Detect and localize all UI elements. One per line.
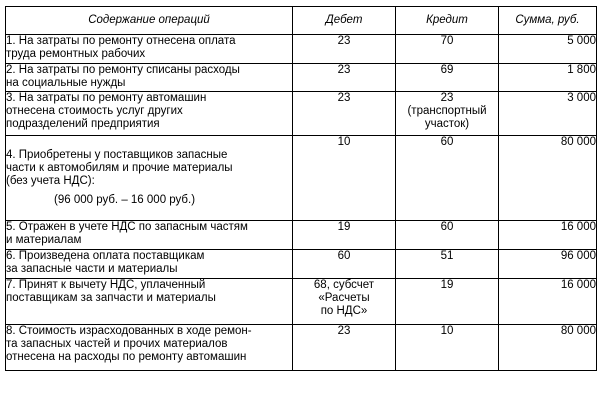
table-row	[6, 92, 597, 136]
table-row	[6, 221, 597, 250]
amount-cell: 16 000	[499, 279, 597, 325]
amount-cell: 5 000	[499, 35, 597, 64]
table-row	[6, 64, 597, 92]
credit-cell: 69	[396, 64, 499, 92]
debit-cell: 68, субсчет «Расчеты по НДС»	[293, 279, 396, 325]
debit-cell: 23	[293, 64, 396, 92]
operation-cell: 6. Произведена оплата поставщикам за запасные части и материалы	[6, 250, 293, 279]
credit-cell: 19	[396, 279, 499, 325]
amount-cell: 80 000	[499, 136, 597, 221]
operation-cell	[6, 136, 293, 221]
amount-cell: 96 000	[499, 250, 597, 279]
table-row	[6, 136, 597, 221]
operation-text: 4. Приобретены у поставщиков запасные части к автомобилям и прочие материалы (без учета НДС):	[6, 149, 233, 187]
header-operation: Содержание операций	[6, 7, 293, 35]
debit-cell: 19	[293, 221, 396, 250]
operation-cell: 1. На затраты по ремонту отнесена оплата труда ремонтных рабочих	[6, 35, 293, 64]
amount-cell: 3 000	[499, 92, 597, 136]
header-credit: Кредит	[396, 7, 499, 35]
debit-cell: 23	[293, 325, 396, 371]
operation-cell: 3. На затраты по ремонту автомашин отнесена стоимость услуг других подразделений предприятия	[6, 92, 293, 136]
credit-cell: 60	[396, 136, 499, 221]
header-amount: Сумма, руб.	[499, 7, 597, 35]
debit-cell: 10	[293, 136, 396, 221]
operation-cell: 5. Отражен в учете НДС по запасным частям и материалам	[6, 221, 293, 250]
table-row	[6, 35, 597, 64]
amount-cell: 80 000	[499, 325, 597, 371]
credit-cell: 23 (транспортный участок)	[396, 92, 499, 136]
debit-cell: 23	[293, 92, 396, 136]
credit-cell: 51	[396, 250, 499, 279]
debit-cell: 60	[293, 250, 396, 279]
credit-cell: 60	[396, 221, 499, 250]
table-header-row	[6, 7, 597, 35]
header-debit: Дебет	[293, 7, 396, 35]
table-row	[6, 325, 597, 371]
operation-cell: 7. Принят к вычету НДС, уплаченный поставщикам за запчасти и материалы	[6, 279, 293, 325]
credit-cell: 70	[396, 35, 499, 64]
credit-cell: 10	[396, 325, 499, 371]
amount-cell: 1 800	[499, 64, 597, 92]
amount-cell: 16 000	[499, 221, 597, 250]
debit-cell: 23	[293, 35, 396, 64]
operation-note: (96 000 руб. – 16 000 руб.)	[54, 194, 196, 206]
operation-cell: 2. На затраты по ремонту списаны расходы на социальные нужды	[6, 64, 293, 92]
table-row	[6, 279, 597, 325]
table-row	[6, 250, 597, 279]
operation-cell: 8. Стоимость израсходованных в ходе ремон- та запасных частей и прочих материалов отнесена на расходы по ремонту автомашин	[6, 325, 293, 371]
operations-table	[5, 6, 597, 371]
